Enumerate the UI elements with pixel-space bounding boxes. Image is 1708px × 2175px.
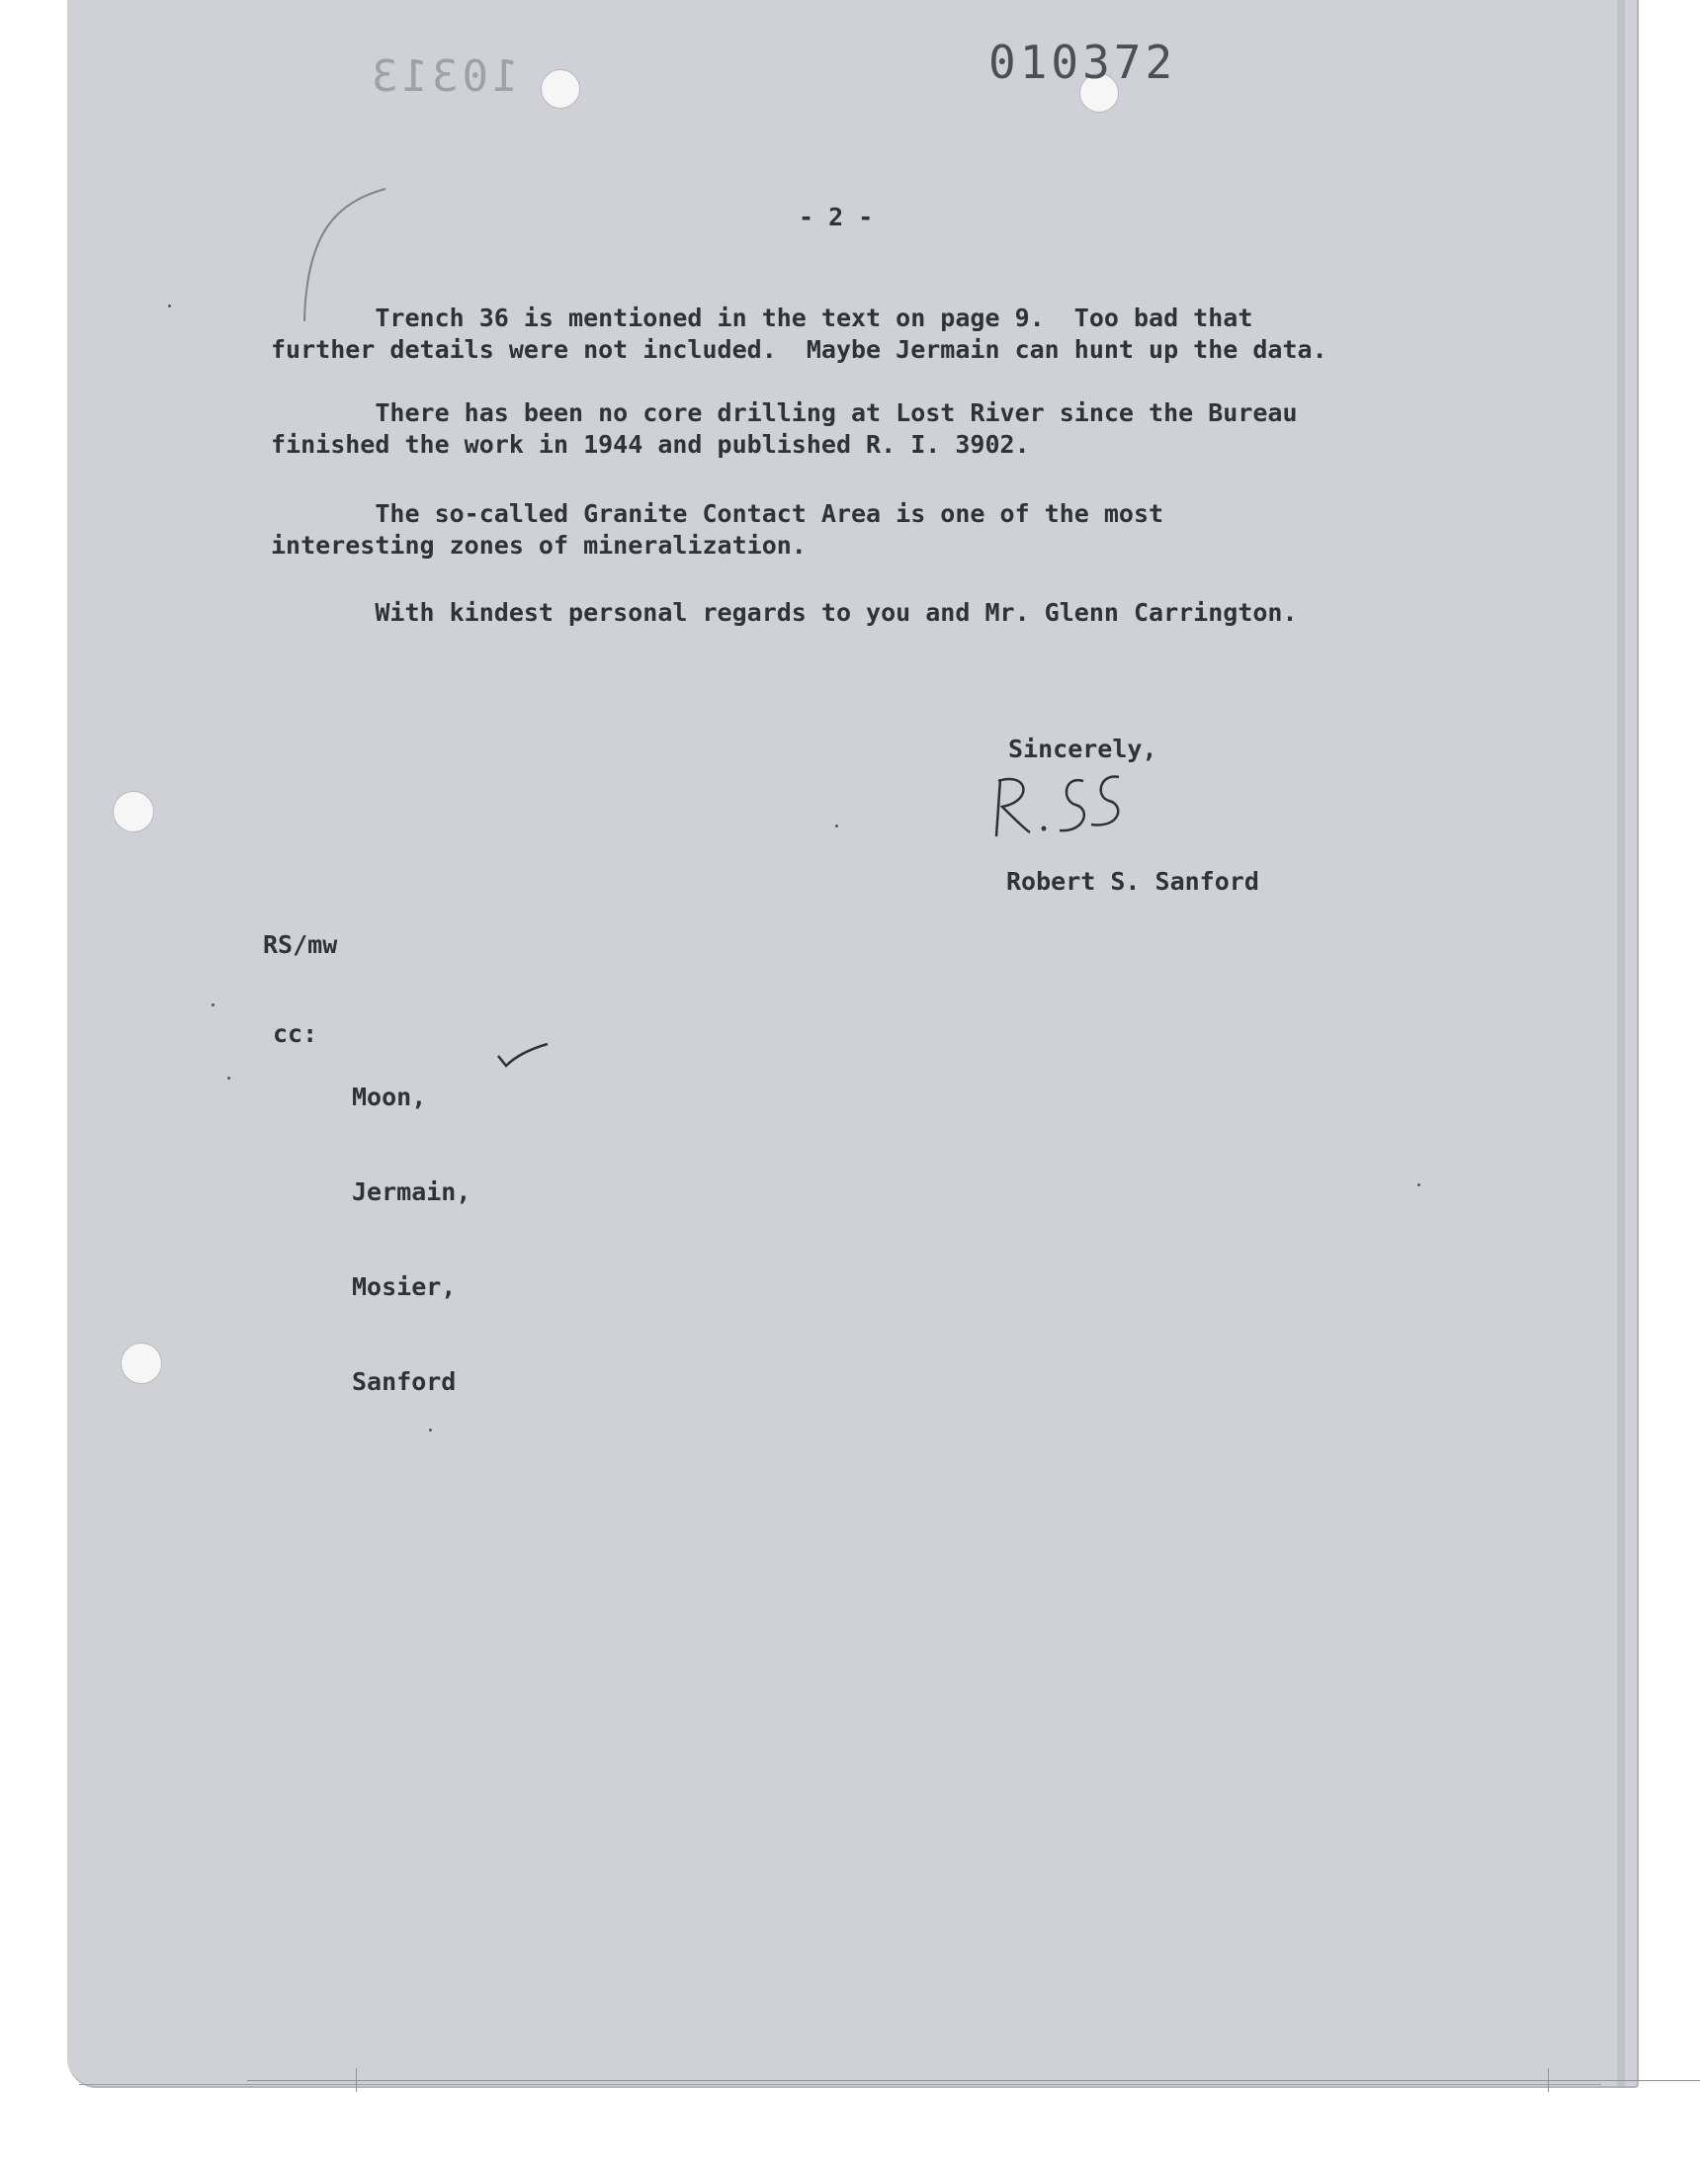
paper-speck <box>227 1077 230 1080</box>
scanner-rule <box>247 2080 1700 2081</box>
check-mark-icon <box>494 1042 554 1072</box>
cc-recipient: Jermain, <box>352 1177 471 1206</box>
closing-salutation: Sincerely, <box>1008 735 1157 763</box>
paper-speck <box>429 1429 432 1432</box>
handwritten-signature <box>988 767 1156 846</box>
cc-recipient: Sanford <box>352 1367 457 1396</box>
cc-recipient: Mosier, <box>352 1272 457 1301</box>
paper-speck <box>1417 1183 1420 1186</box>
cc-recipient: Moon, <box>352 1083 427 1111</box>
cc-label: cc: <box>273 1019 318 1048</box>
paper-speck <box>168 304 171 307</box>
scanner-tick <box>1548 2068 1549 2092</box>
scanner-tick <box>356 2068 357 2092</box>
reference-initials: RS/mw <box>263 930 338 959</box>
page-number: - 2 - <box>799 203 874 231</box>
page-edge <box>1617 0 1625 2086</box>
cc-list <box>352 1018 470 1430</box>
file-number-stamp: 010372 <box>988 36 1177 89</box>
mirrored-file-stamp: 10313 <box>368 51 519 102</box>
paper-speck <box>212 1003 214 1006</box>
paper-speck <box>835 825 838 827</box>
page-bottom-edge <box>79 2084 1601 2085</box>
paragraph-trench: Trench 36 is mentioned in the text on page 9. Too bad that further details were not included. Maybe Jermain can hunt up the data. <box>271 304 1327 364</box>
paragraph-drilling: There has been no core drilling at Lost River since the Bureau finished the work in 1944 and published R. I. 3902. <box>271 398 1298 459</box>
paragraph-regards: With kindest personal regards to you and Mr. Glenn Carrington. <box>271 598 1298 627</box>
paragraph-granite: The so-called Granite Contact Area is one of the most interesting zones of mineralization. <box>271 499 1164 560</box>
punch-hole <box>541 69 580 109</box>
punch-hole <box>121 1343 162 1384</box>
punch-hole <box>113 791 154 832</box>
signer-name: Robert S. Sanford <box>1006 867 1259 896</box>
